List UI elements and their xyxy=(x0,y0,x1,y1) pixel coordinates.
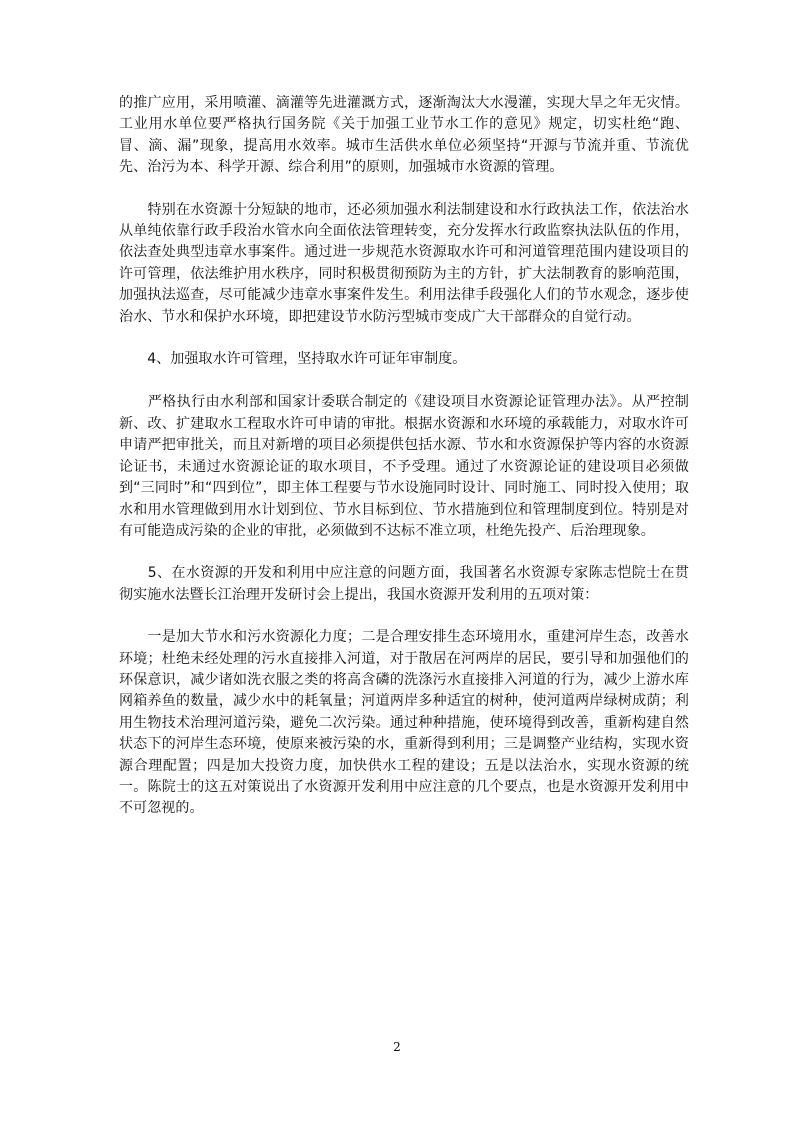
paragraph-continuation: 的推广应用，采用喷灌、滴灌等先进灌溉方式，逐渐淘汰大水漫灌，实现大旱之年无灾情。工业用水单位要严格执行国务院《关于加强工业节水工作的意见》规定，切实杜绝“跑、冒、滴、漏”现象，提高用水效率。城市生活供水单位必须坚持“开源与节流并重、节流优先、治污为本、科学开源、综合利用”的原则，加强城市水资源的管理。 xyxy=(119,95,689,176)
section-heading-5: 5、在水资源的开发和利用中应注意的问题方面，我国著名水资源专家陈志恺院士在贯彻实施水法暨长江治理开发研讨会上提出，我国水资源开发利用的五项对策： xyxy=(119,565,689,603)
paragraph-five-countermeasures: 一是加大节水和污水资源化力度；二是合理安排生态环境用水，重建河岸生态，改善水环境；杜绝未经处理的污水直接排入河道，对于散居在河两岸的居民，要引导和加强他们的环保意识，减少诸如洗衣服之类的将高含磷的洗涤污水直接排入河道的行为，减少上游水库网箱养鱼的数量，减少水中的耗氧量；河道两岸多种适宜的树种，使河道两岸绿树成荫；利用生物技术治理河道污染，避免二次污染。通过种种措施，使环境得到改善，重新构建自然状态下的河岸生态环境，使原来被污染的水，重新得到利用；三是调整产业结构，实现水资源合理配置；四是加大投资力度，加快供水工程的建设；五是以法治水，实现水资源的统一。陈院士的这五对策说出了水资源开发利用中应注意的几个要点，也是水资源开发利用中不可忽视的。 xyxy=(119,629,689,817)
paragraph-law-enforcement: 特别在水资源十分短缺的地市，还必须加强水利法制建设和水行政执法工作，依法治水从单纯依靠行政手段治水管水向全面依法管理转变，充分发挥水行政监察执法队伍的作用，依法查处典型违章水事案件。通过进一步规范水资源取水许可和河道管理范围内建设项目的许可管理，依法维护用水秩序，同时积极贯彻预防为主的方针，扩大法制教育的影响范围，加强执法巡查，尽可能减少违章水事案件发生。利用法律手段强化人们的节水观念，逐步使治水、节水和保护水环境，即把建设节水防污型城市变成广大干部群众的自觉行动。 xyxy=(119,201,689,325)
document-body xyxy=(119,93,689,820)
section-heading-4: 4、加强取水许可管理，坚持取水许可证年审制度。 xyxy=(119,351,467,368)
paragraph-permit-management: 严格执行由水利部和国家计委联合制定的《建设项目水资源论证管理办法》。从严控制新、改、扩建取水工程取水许可申请的审批。根据水资源和水环境的承载能力，对取水许可申请严把审批关，而且对新增的项目必须提供包括水源、节水和水资源保护等内容的水资源论证书，未通过水资源论证的取水项目，不予受理。通过了水资源论证的建设项目必须做到“三同时”和“四到位”，即主体工程要与节水设施同时设计、同时施工、同时投入使用；取水和用水管理做到用水计划到位、节水目标到位、节水措施到位和管理制度到位。特别是对有可能造成污染的企业的审批，必须做到不达标不准立项，杜绝先投产、后治理现象。 xyxy=(119,394,689,539)
page-number: 2 xyxy=(393,1040,401,1054)
